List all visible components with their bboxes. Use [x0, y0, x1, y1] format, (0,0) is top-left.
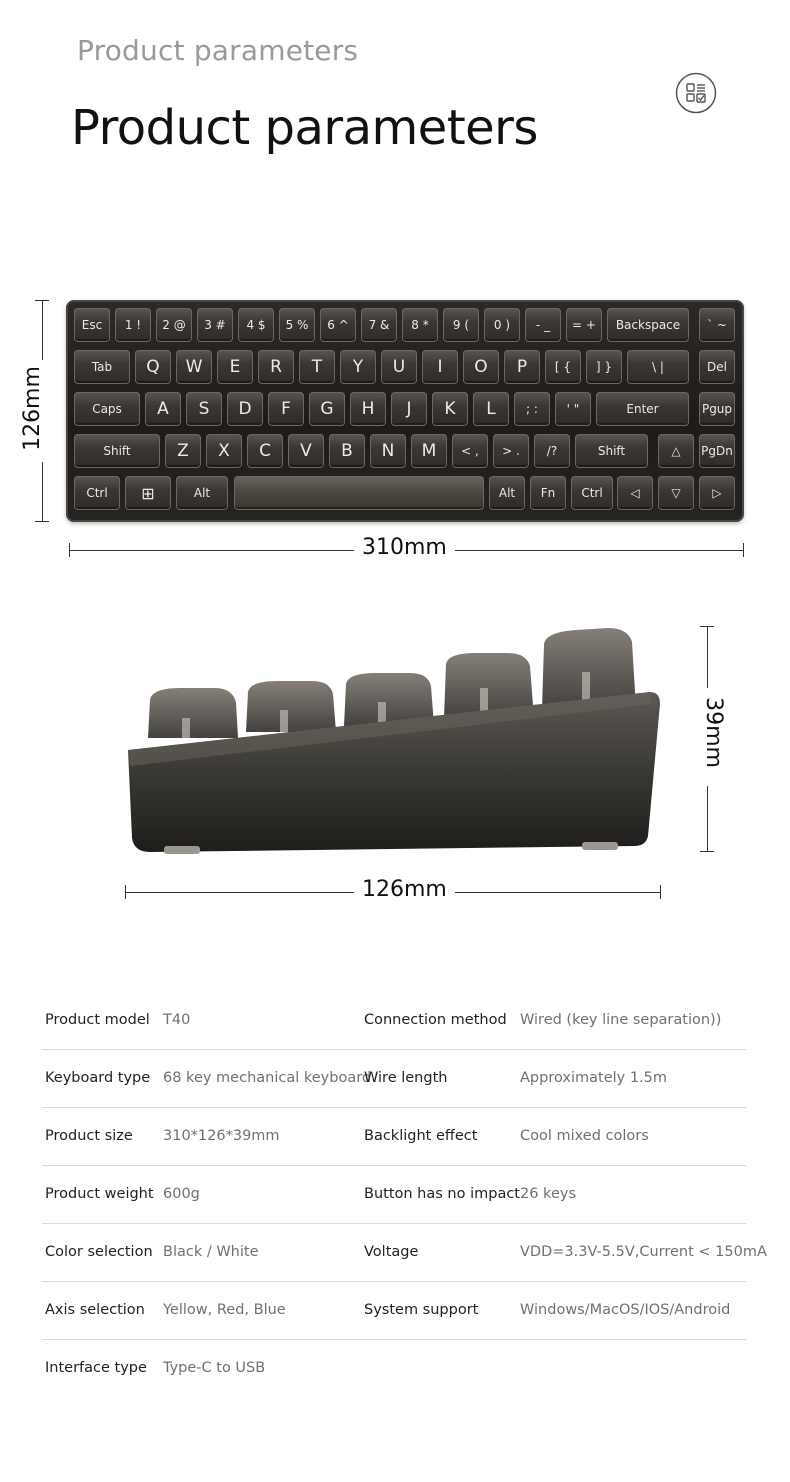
width-dimension: 310mm	[354, 535, 455, 560]
key: P	[504, 350, 540, 384]
key: Alt	[176, 476, 228, 510]
key: △	[658, 434, 694, 468]
key: /?	[534, 434, 570, 468]
key: L	[473, 392, 509, 426]
table-row	[42, 1282, 746, 1340]
key: Fn	[530, 476, 566, 510]
key: - _	[525, 308, 561, 342]
key: Shift	[575, 434, 648, 468]
key: 3 #	[197, 308, 233, 342]
param-label: Connection method	[364, 1012, 507, 1028]
key: A	[145, 392, 181, 426]
key: 7 &	[361, 308, 397, 342]
param-value: Yellow, Red, Blue	[163, 1302, 286, 1318]
key: ▷	[699, 476, 735, 510]
param-label: System support	[364, 1302, 479, 1318]
key: M	[411, 434, 447, 468]
key: B	[329, 434, 365, 468]
param-value: Wired (key line separation))	[520, 1012, 722, 1028]
param-label: Interface type	[45, 1360, 147, 1376]
param-label: Backlight effect	[364, 1128, 478, 1144]
key: Y	[340, 350, 376, 384]
param-label: Product model	[45, 1012, 150, 1028]
param-label: Axis selection	[45, 1302, 145, 1318]
key: 1 !	[115, 308, 151, 342]
key: O	[463, 350, 499, 384]
param-value: VDD=3.3V-5.5V,Current < 150mA	[520, 1244, 767, 1260]
param-value: 600g	[163, 1186, 200, 1202]
param-label: Button has no impact	[364, 1186, 520, 1202]
table-row	[42, 1340, 746, 1397]
dim-line	[707, 626, 708, 688]
key-row-3	[74, 392, 736, 428]
key: H	[350, 392, 386, 426]
windows-key-icon: ⊞	[125, 476, 171, 510]
param-label: Keyboard type	[45, 1070, 151, 1086]
param-label: Voltage	[364, 1244, 419, 1260]
side-depth-dimension: 126mm	[354, 877, 455, 902]
key: Caps	[74, 392, 140, 426]
key: C	[247, 434, 283, 468]
key: ' "	[555, 392, 591, 426]
dim-line	[42, 300, 43, 360]
key: Backspace	[607, 308, 689, 342]
key: Alt	[489, 476, 525, 510]
table-row	[42, 1050, 746, 1108]
param-value: Approximately 1.5m	[520, 1070, 668, 1086]
key: ] }	[586, 350, 622, 384]
key: Ctrl	[571, 476, 613, 510]
key-row-5	[74, 476, 736, 512]
keyboard-top-view	[66, 300, 744, 522]
keyboard-case	[66, 300, 744, 522]
key: G	[309, 392, 345, 426]
key-row-4	[74, 434, 736, 470]
key: ` ~	[699, 308, 735, 342]
key: < ,	[452, 434, 488, 468]
key: Esc	[74, 308, 110, 342]
key: Q	[135, 350, 171, 384]
height-dimension: 126mm	[19, 366, 45, 451]
key: Shift	[74, 434, 160, 468]
key: 9 (	[443, 308, 479, 342]
parameters-table	[42, 992, 767, 1397]
key: 4 $	[238, 308, 274, 342]
key: D	[227, 392, 263, 426]
table-row	[42, 1108, 746, 1166]
param-value: Type-C to USB	[163, 1360, 266, 1376]
page-title: Product parameters	[71, 100, 538, 156]
table-row	[42, 992, 746, 1050]
side-height-dimension: 39mm	[700, 697, 726, 768]
key: J	[391, 392, 427, 426]
param-label: Wire length	[364, 1070, 448, 1086]
keyboard-side-view	[120, 620, 670, 860]
dim-line	[42, 462, 43, 522]
key: Ctrl	[74, 476, 120, 510]
key: Tab	[74, 350, 130, 384]
key: S	[186, 392, 222, 426]
key: E	[217, 350, 253, 384]
key: K	[432, 392, 468, 426]
key: [ {	[545, 350, 581, 384]
key: > .	[493, 434, 529, 468]
key: Pgup	[699, 392, 735, 426]
key-row-1	[74, 308, 736, 344]
key: Enter	[596, 392, 689, 426]
dim-line	[707, 786, 708, 852]
table-row	[42, 1224, 767, 1282]
subtitle: Product parameters	[77, 34, 359, 67]
key: ; :	[514, 392, 550, 426]
param-label: Product size	[45, 1128, 133, 1144]
param-value: 26 keys	[520, 1186, 576, 1202]
key: \ |	[627, 350, 689, 384]
key: W	[176, 350, 212, 384]
table-row	[42, 1166, 746, 1224]
param-value: 68 key mechanical keyboard	[163, 1070, 372, 1086]
key: PgDn	[699, 434, 735, 468]
param-value: Cool mixed colors	[520, 1128, 649, 1144]
key: U	[381, 350, 417, 384]
param-value: T40	[163, 1012, 191, 1028]
key: 2 @	[156, 308, 192, 342]
key: X	[206, 434, 242, 468]
key: 0 )	[484, 308, 520, 342]
key: T	[299, 350, 335, 384]
key: ◁	[617, 476, 653, 510]
key: V	[288, 434, 324, 468]
key: N	[370, 434, 406, 468]
key: F	[268, 392, 304, 426]
key: 6 ^	[320, 308, 356, 342]
key-row-2	[74, 350, 736, 386]
key: R	[258, 350, 294, 384]
key: = +	[566, 308, 602, 342]
key	[234, 476, 484, 510]
key: 8 *	[402, 308, 438, 342]
param-label: Product weight	[45, 1186, 154, 1202]
param-value: 310*126*39mm	[163, 1128, 280, 1144]
param-value: Black / White	[163, 1244, 259, 1260]
param-value: Windows/MacOS/IOS/Android	[520, 1302, 731, 1318]
key: I	[422, 350, 458, 384]
parameter-list-icon	[675, 72, 717, 114]
key: 5 %	[279, 308, 315, 342]
param-label: Color selection	[45, 1244, 153, 1260]
key: ▽	[658, 476, 694, 510]
key: Z	[165, 434, 201, 468]
key: Del	[699, 350, 735, 384]
